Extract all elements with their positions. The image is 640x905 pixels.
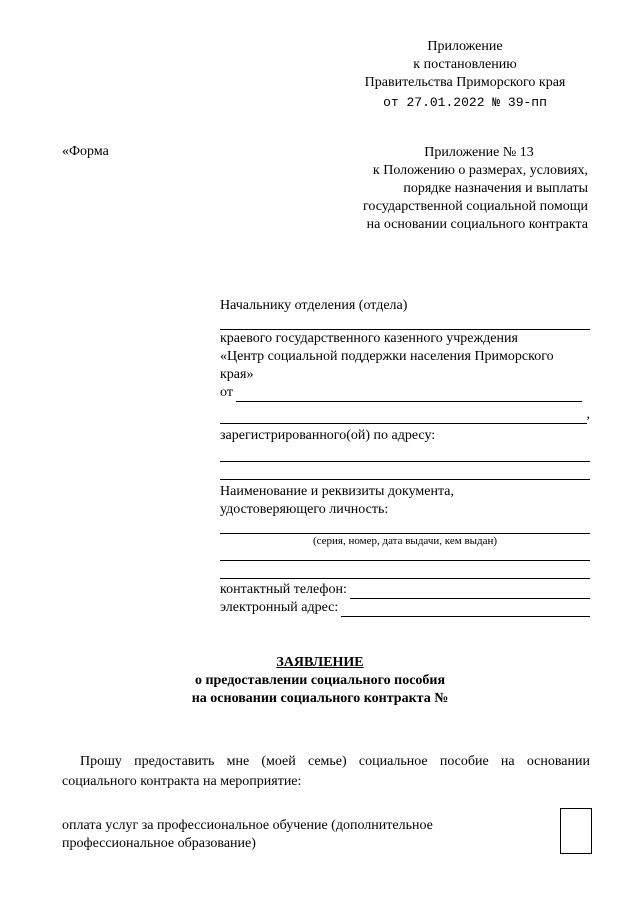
- statement-heading: [0, 654, 640, 708]
- addressee-block: [220, 297, 590, 617]
- org-line: края»: [220, 367, 254, 382]
- approval-block: [340, 38, 590, 112]
- appendix-line: порядке назначения и выплаты: [403, 181, 588, 196]
- from-row: [220, 384, 590, 402]
- phone-field[interactable]: [350, 584, 590, 599]
- appendix-line: к Положению о размерах, условиях,: [372, 163, 588, 178]
- appendix-number: Приложение № 13: [424, 145, 534, 160]
- statement-title: ЗАЯВЛЕНИЕ: [276, 655, 364, 670]
- email-row: [220, 599, 590, 617]
- approval-line-3: Правительства Приморского края: [364, 75, 566, 90]
- option-line-2: профессиональное образование): [62, 836, 256, 851]
- doc-field-1[interactable]: [220, 519, 590, 534]
- org-line: краевого государственного казенного учреждения: [220, 331, 518, 346]
- statement-subtitle-2: на основании социального контракта №: [191, 691, 449, 706]
- address-field-2[interactable]: [220, 462, 590, 480]
- appendix-line: государственной социальной помощи: [362, 199, 588, 214]
- addressee-head: Начальнику отделения (отдела): [220, 298, 408, 313]
- statement-subtitle-1: о предоставлении социального пособия: [194, 673, 446, 688]
- from-field[interactable]: [236, 387, 582, 402]
- address-field-1[interactable]: [220, 445, 590, 462]
- blank-line[interactable]: [220, 315, 590, 330]
- doc-field-2[interactable]: [220, 548, 590, 561]
- approval-line-1: Приложение: [427, 39, 503, 54]
- forma-label: «Форма: [62, 144, 109, 159]
- doc-label-2: удостоверяющего личность:: [220, 502, 389, 517]
- org-line: «Центр социальной поддержки населения Приморского: [220, 349, 554, 364]
- doc-field-3[interactable]: [220, 561, 590, 579]
- appendix-block: [330, 144, 588, 234]
- from-row-2: [220, 406, 590, 424]
- approval-date: от 27.01.2022 № 39-пп: [383, 95, 547, 110]
- body-paragraph: Прошу предоставить мне (моей семье) социальное пособие на основании социального контракта на мероприятие:: [62, 754, 590, 789]
- approval-line-2: к постановлению: [413, 57, 517, 72]
- doc-hint: (серия, номер, дата выдачи, кем выдан): [312, 535, 498, 547]
- from-field-2[interactable]: [220, 407, 587, 424]
- option-text: [62, 817, 492, 853]
- option-line-1: оплата услуг за профессиональное обучение (дополнительное: [62, 818, 433, 833]
- email-label: электронный адрес:: [220, 600, 339, 615]
- phone-row: [220, 581, 590, 599]
- doc-label-1: Наименование и реквизиты документа,: [220, 484, 454, 499]
- phone-label: контактный телефон:: [220, 582, 347, 597]
- comma: ,: [586, 407, 590, 422]
- email-field[interactable]: [341, 602, 590, 617]
- option-checkbox[interactable]: [560, 808, 592, 854]
- appendix-line: на основании социального контракта: [366, 217, 588, 232]
- registered-label: зарегистрированного(ой) по адресу:: [220, 428, 436, 443]
- from-label: от: [220, 385, 233, 400]
